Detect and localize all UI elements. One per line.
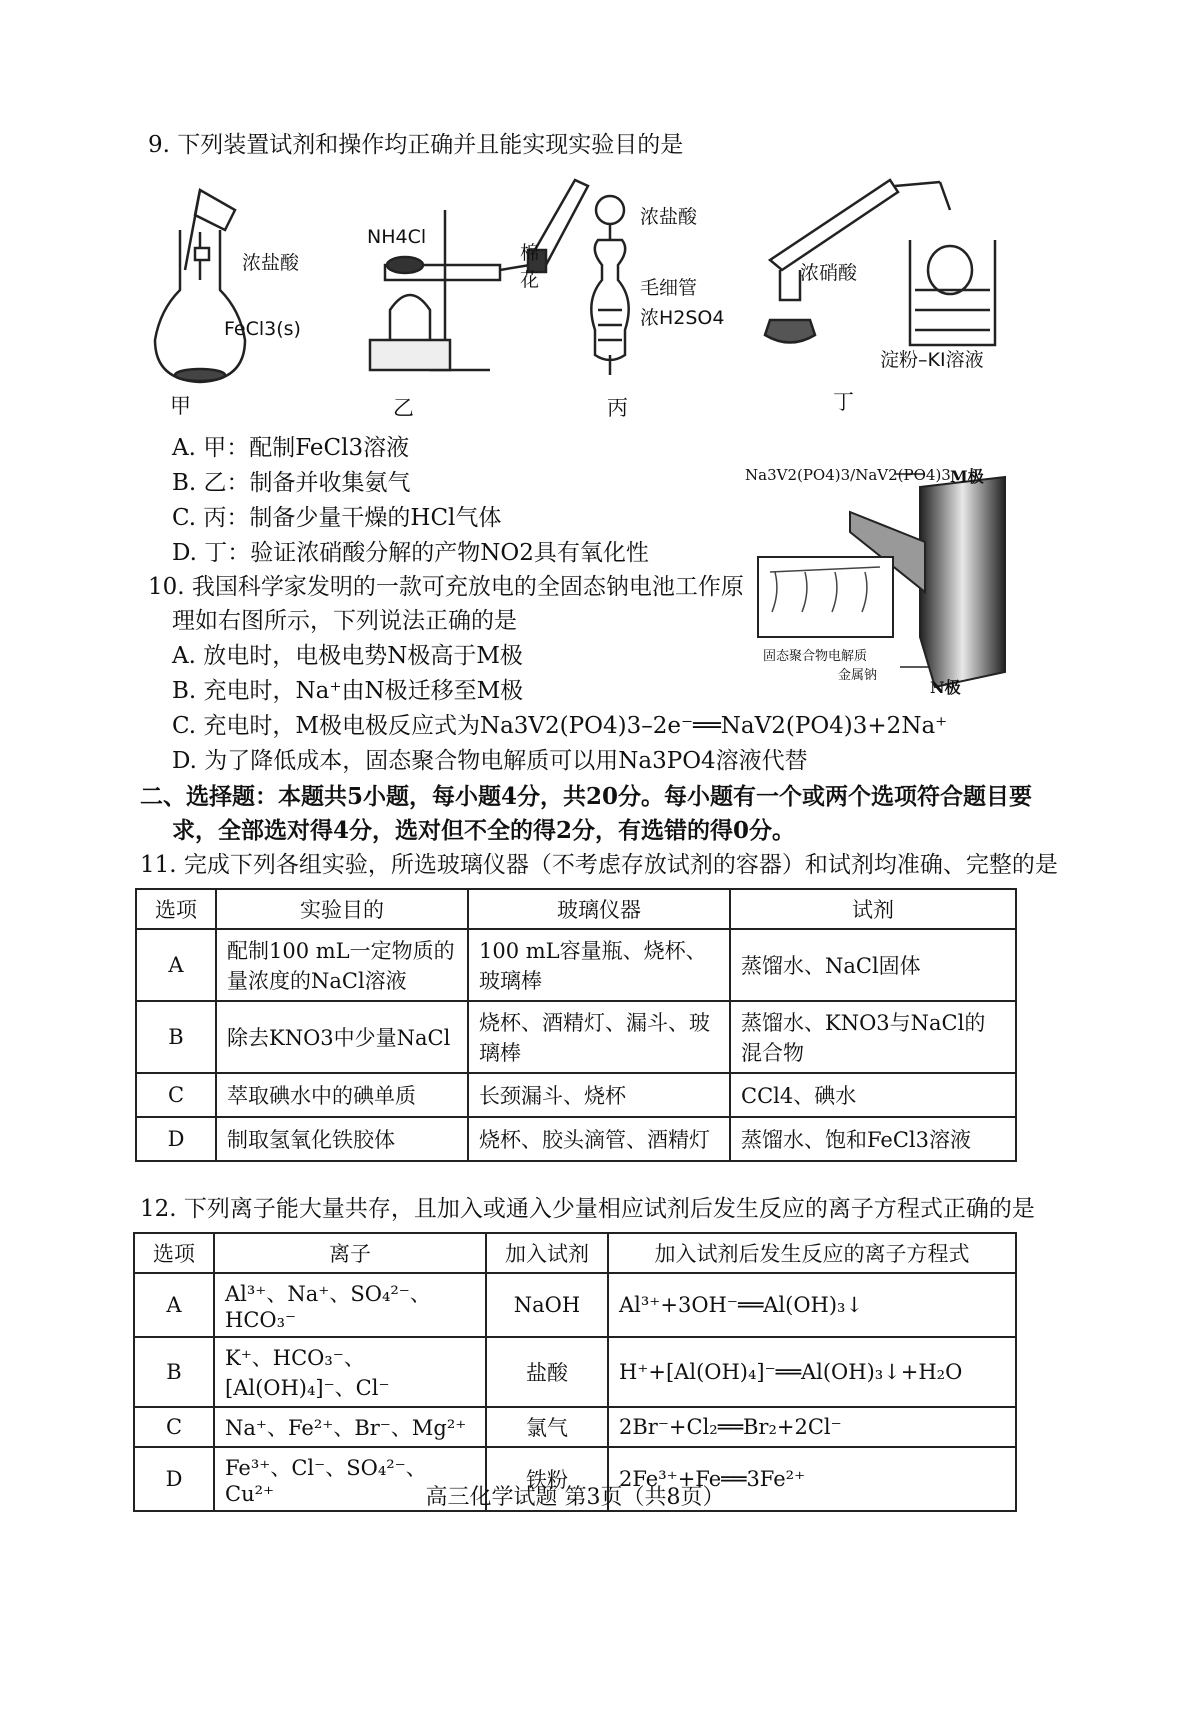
cell-reagent: 蒸馏水、KNO3与NaCl的混合物 — [730, 1001, 1016, 1073]
q12-header-ions: 离子 — [214, 1233, 486, 1273]
q10-stem-line2: 理如右图所示，下列说法正确的是 — [172, 608, 517, 634]
cell-reagent: NaOH — [486, 1273, 608, 1337]
label-jia-solid: FeCl3(s) — [224, 318, 301, 340]
q9-option-c: C. 丙：制备少量干燥的HCl气体 — [172, 505, 502, 531]
cell-option: C — [136, 1073, 216, 1117]
section2-line1: 二、选择题：本题共5小题，每小题4分，共20分。每小题有一个或两个选项符合题目要 — [140, 783, 1033, 810]
cell-option: B — [134, 1337, 214, 1407]
cell-ions: Al³⁺、Na⁺、SO₄²⁻、HCO₃⁻ — [214, 1273, 486, 1337]
q10-option-a: A. 放电时，电极电势N极高于M极 — [172, 643, 523, 669]
q10-option-c: C. 充电时，M极电极反应式为Na3V2(PO4)3–2e⁻══NaV2(PO4)3+2Na⁺ — [172, 713, 948, 739]
table-row — [134, 1407, 1016, 1447]
q9-option-d: D. 丁：验证浓硝酸分解的产物NO2具有氧化性 — [172, 540, 649, 566]
cell-option: D — [134, 1447, 214, 1511]
q11-header-option: 选项 — [136, 889, 216, 929]
cell-glassware: 长颈漏斗、烧杯 — [468, 1073, 730, 1117]
table-row — [134, 1273, 1016, 1337]
table-row — [136, 1117, 1016, 1161]
label-bing-top: 浓盐酸 — [640, 206, 698, 228]
cell-ions: K⁺、HCO₃⁻、[Al(OH)₄]⁻、Cl⁻ — [214, 1337, 486, 1407]
battery-m-material: Na3V2(PO4)3/NaV2(PO4)3 — [745, 466, 951, 484]
cell-ions: Fe³⁺、Cl⁻、SO₄²⁻、Cu²⁺ — [214, 1447, 486, 1511]
q11-header-reagent: 试剂 — [730, 889, 1016, 929]
cell-reagent: 蒸馏水、NaCl固体 — [730, 929, 1016, 1001]
q12-header-option: 选项 — [134, 1233, 214, 1273]
battery-diagram — [740, 462, 1070, 702]
cell-option: A — [136, 929, 216, 1001]
q9-option-b: B. 乙：制备并收集氨气 — [172, 470, 411, 496]
cell-option: D — [136, 1117, 216, 1161]
section2-line2: 求，全部选对得4分，选对但不全的得2分，有选错的得0分。 — [172, 817, 796, 844]
caption-ding: 丁 — [833, 390, 854, 414]
cell-option: A — [134, 1273, 214, 1337]
cell-option: C — [134, 1407, 214, 1447]
table-row — [136, 1001, 1016, 1073]
cell-glassware: 烧杯、酒精灯、漏斗、玻璃棒 — [468, 1001, 730, 1073]
cell-equation: 2Br⁻+Cl₂══Br₂+2Cl⁻ — [608, 1407, 1016, 1447]
cell-glassware: 烧杯、胶头滴管、酒精灯 — [468, 1117, 730, 1161]
q12-stem: 12. 下列离子能大量共存，且加入或通入少量相应试剂后发生反应的离子方程式正确的是 — [140, 1196, 1035, 1222]
q11-stem: 11. 完成下列各组实验，所选玻璃仪器（不考虑存放试剂的容器）和试剂均准确、完整的是 — [140, 852, 1058, 878]
q12-header-reagent: 加入试剂 — [486, 1233, 608, 1273]
cell-glassware: 100 mL容量瓶、烧杯、玻璃棒 — [468, 929, 730, 1001]
q10-option-d: D. 为了降低成本，固态聚合物电解质可以用Na3PO4溶液代替 — [172, 748, 808, 774]
table-row — [136, 1073, 1016, 1117]
label-ding-solution: 淀粉–KI溶液 — [880, 349, 984, 371]
battery-n-pole: N极 — [930, 678, 961, 697]
q9-stem: 9. 下列装置试剂和操作均正确并且能实现实验目的是 — [148, 132, 684, 158]
cell-reagent: 氯气 — [486, 1407, 608, 1447]
label-jia-reagent: 浓盐酸 — [242, 252, 300, 274]
cell-option: B — [136, 1001, 216, 1073]
cell-reagent: 铁粉 — [486, 1447, 608, 1511]
label-bing-acid: 浓H2SO4 — [640, 307, 725, 329]
apparatus-yi — [370, 180, 588, 370]
cell-ions: Na⁺、Fe²⁺、Br⁻、Mg²⁺ — [214, 1407, 486, 1447]
cell-reagent: CCl4、碘水 — [730, 1073, 1016, 1117]
cell-reagent: 盐酸 — [486, 1337, 608, 1407]
q11-header-glassware: 玻璃仪器 — [468, 889, 730, 929]
apparatus-bing — [591, 196, 628, 375]
cell-purpose: 除去KNO3中少量NaCl — [216, 1001, 468, 1073]
battery-electrolyte-label: 固态聚合物电解质 — [763, 649, 868, 664]
battery-m-pole: M极 — [950, 467, 984, 486]
cell-equation: H⁺+[Al(OH)₄]⁻══Al(OH)₃↓+H₂O — [608, 1337, 1016, 1407]
cell-reagent: 蒸馏水、饱和FeCl3溶液 — [730, 1117, 1016, 1161]
table-row — [136, 929, 1016, 1001]
cell-purpose: 配制100 mL一定物质的量浓度的NaCl溶液 — [216, 929, 468, 1001]
label-bing-tube: 毛细管 — [640, 277, 698, 299]
label-yi-reagent: NH4Cl — [367, 226, 427, 248]
q11-table — [135, 888, 1017, 1162]
battery-metal-label: 金属钠 — [838, 668, 878, 683]
caption-yi: 乙 — [393, 396, 414, 420]
cell-purpose: 萃取碘水中的碘单质 — [216, 1073, 468, 1117]
q9-option-a: A. 甲：配制FeCl3溶液 — [172, 435, 410, 461]
q12-header-equation: 加入试剂后发生反应的离子方程式 — [608, 1233, 1016, 1273]
caption-bing: 丙 — [607, 396, 628, 420]
label-ding-acid: 浓硝酸 — [800, 262, 858, 284]
label-yi-cotton: 棉花 — [520, 242, 540, 291]
caption-jia: 甲 — [170, 394, 191, 418]
q10-option-b: B. 充电时，Na⁺由N极迁移至M极 — [172, 678, 524, 704]
q11-header-purpose: 实验目的 — [216, 889, 468, 929]
cell-equation: 2Fe³⁺+Fe══3Fe²⁺ — [608, 1447, 1016, 1511]
cell-purpose: 制取氢氧化铁胶体 — [216, 1117, 468, 1161]
q9-apparatus-figure — [140, 170, 1100, 430]
q12-table — [133, 1232, 1017, 1512]
table-row — [134, 1337, 1016, 1407]
q10-stem-line1: 10. 我国科学家发明的一款可充放电的全固态钠电池工作原 — [148, 574, 744, 600]
apparatus-jia — [155, 190, 245, 382]
cell-equation: Al³⁺+3OH⁻══Al(OH)₃↓ — [608, 1273, 1016, 1337]
page-footer: 高三化学试题 第3页（共8页） — [425, 1485, 725, 1510]
